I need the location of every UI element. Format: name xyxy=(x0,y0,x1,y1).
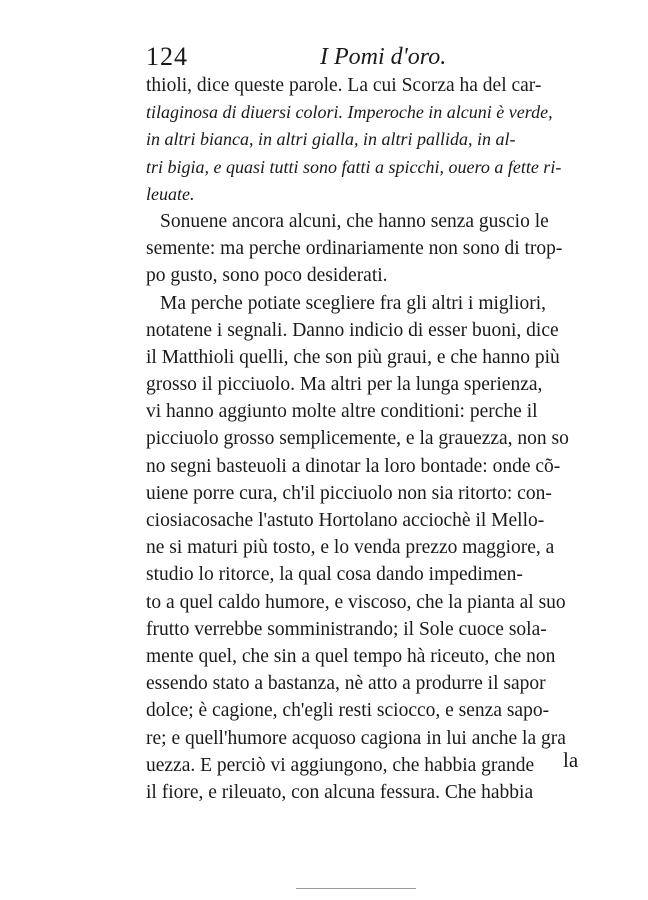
text-line: semente: ma perche ordinariamente non sono di trop- xyxy=(146,238,563,260)
text-line: ne si maturi più tosto, e lo venda prezzo maggiore, a xyxy=(146,537,555,559)
text-line: leuate. xyxy=(146,183,195,204)
text-line: mente quel, che sin a quel tempo hà riceuto, che non xyxy=(146,645,556,667)
text-line: vi hanno aggiunto molte altre conditioni: perche il xyxy=(146,401,538,423)
text-line: dolce; è cagione, ch'egli resti sciocco, e senza sapo- xyxy=(146,700,550,722)
text-line: essendo stato a bastanza, nè atto a produrre il sapor xyxy=(146,673,546,695)
text-line: grosso il picciuolo. Ma altri per la lunga sperienza, xyxy=(146,374,543,396)
text-line: no segni basteuoli a dinotar la loro bontade: onde cõ- xyxy=(146,455,561,477)
text-line: picciuolo grosso semplicemente, e la grauezza, non so xyxy=(146,428,569,450)
text-line: tilaginosa di diuersi colori. Imperoche in alcuni è verde, xyxy=(146,102,553,123)
text-line: Ma perche potiate scegliere fra gli altri i migliori, xyxy=(160,292,547,314)
catchword: la xyxy=(563,748,579,772)
text-line: frutto verrebbe somministrando; il Sole cuoce sola- xyxy=(146,618,547,640)
text-line: il Matthioli quelli, che son più graui, e che hanno più xyxy=(146,346,560,368)
footer-rule xyxy=(296,888,416,889)
text-line: notatene i segnali. Danno indicio di esser buoni, dice xyxy=(146,319,559,341)
page-number: 124 xyxy=(146,42,188,71)
text-line: to a quel caldo humore, e viscoso, che la pianta al suo xyxy=(146,591,566,613)
text-line: uiene porre cura, ch'il picciuolo non sia ritorto: con- xyxy=(146,482,552,504)
text-line: re; e quell'humore acquoso cagiona in lui anche la gra xyxy=(146,727,566,749)
text-line: studio lo ritorce, la qual cosa dando impedimen- xyxy=(146,564,523,586)
text-line: uezza. E perciò vi aggiungono, che habbia grande xyxy=(146,754,535,776)
text-line: ciosiacosache l'astuto Hortolano acciochè il Mello- xyxy=(146,510,545,531)
text-line: Sonuene ancora alcuni, che hanno senza guscio le xyxy=(160,210,549,232)
text-line: thioli, dice queste parole. La cui Scorza ha del car- xyxy=(146,75,542,96)
text-line: in altri bianca, in altri gialla, in altri pallida, in al- xyxy=(146,129,516,150)
text-line: tri bigia, e quasi tutti sono fatti a spicchi, ouero a fette ri- xyxy=(146,156,562,177)
text-line: il fiore, e rileuato, con alcuna fessura. Che habbia xyxy=(146,781,534,803)
running-head: I Pomi d'oro. xyxy=(320,44,447,70)
page-header xyxy=(146,42,596,72)
text-line: po gusto, sono poco desiderati. xyxy=(146,265,388,287)
body-text xyxy=(146,72,612,806)
